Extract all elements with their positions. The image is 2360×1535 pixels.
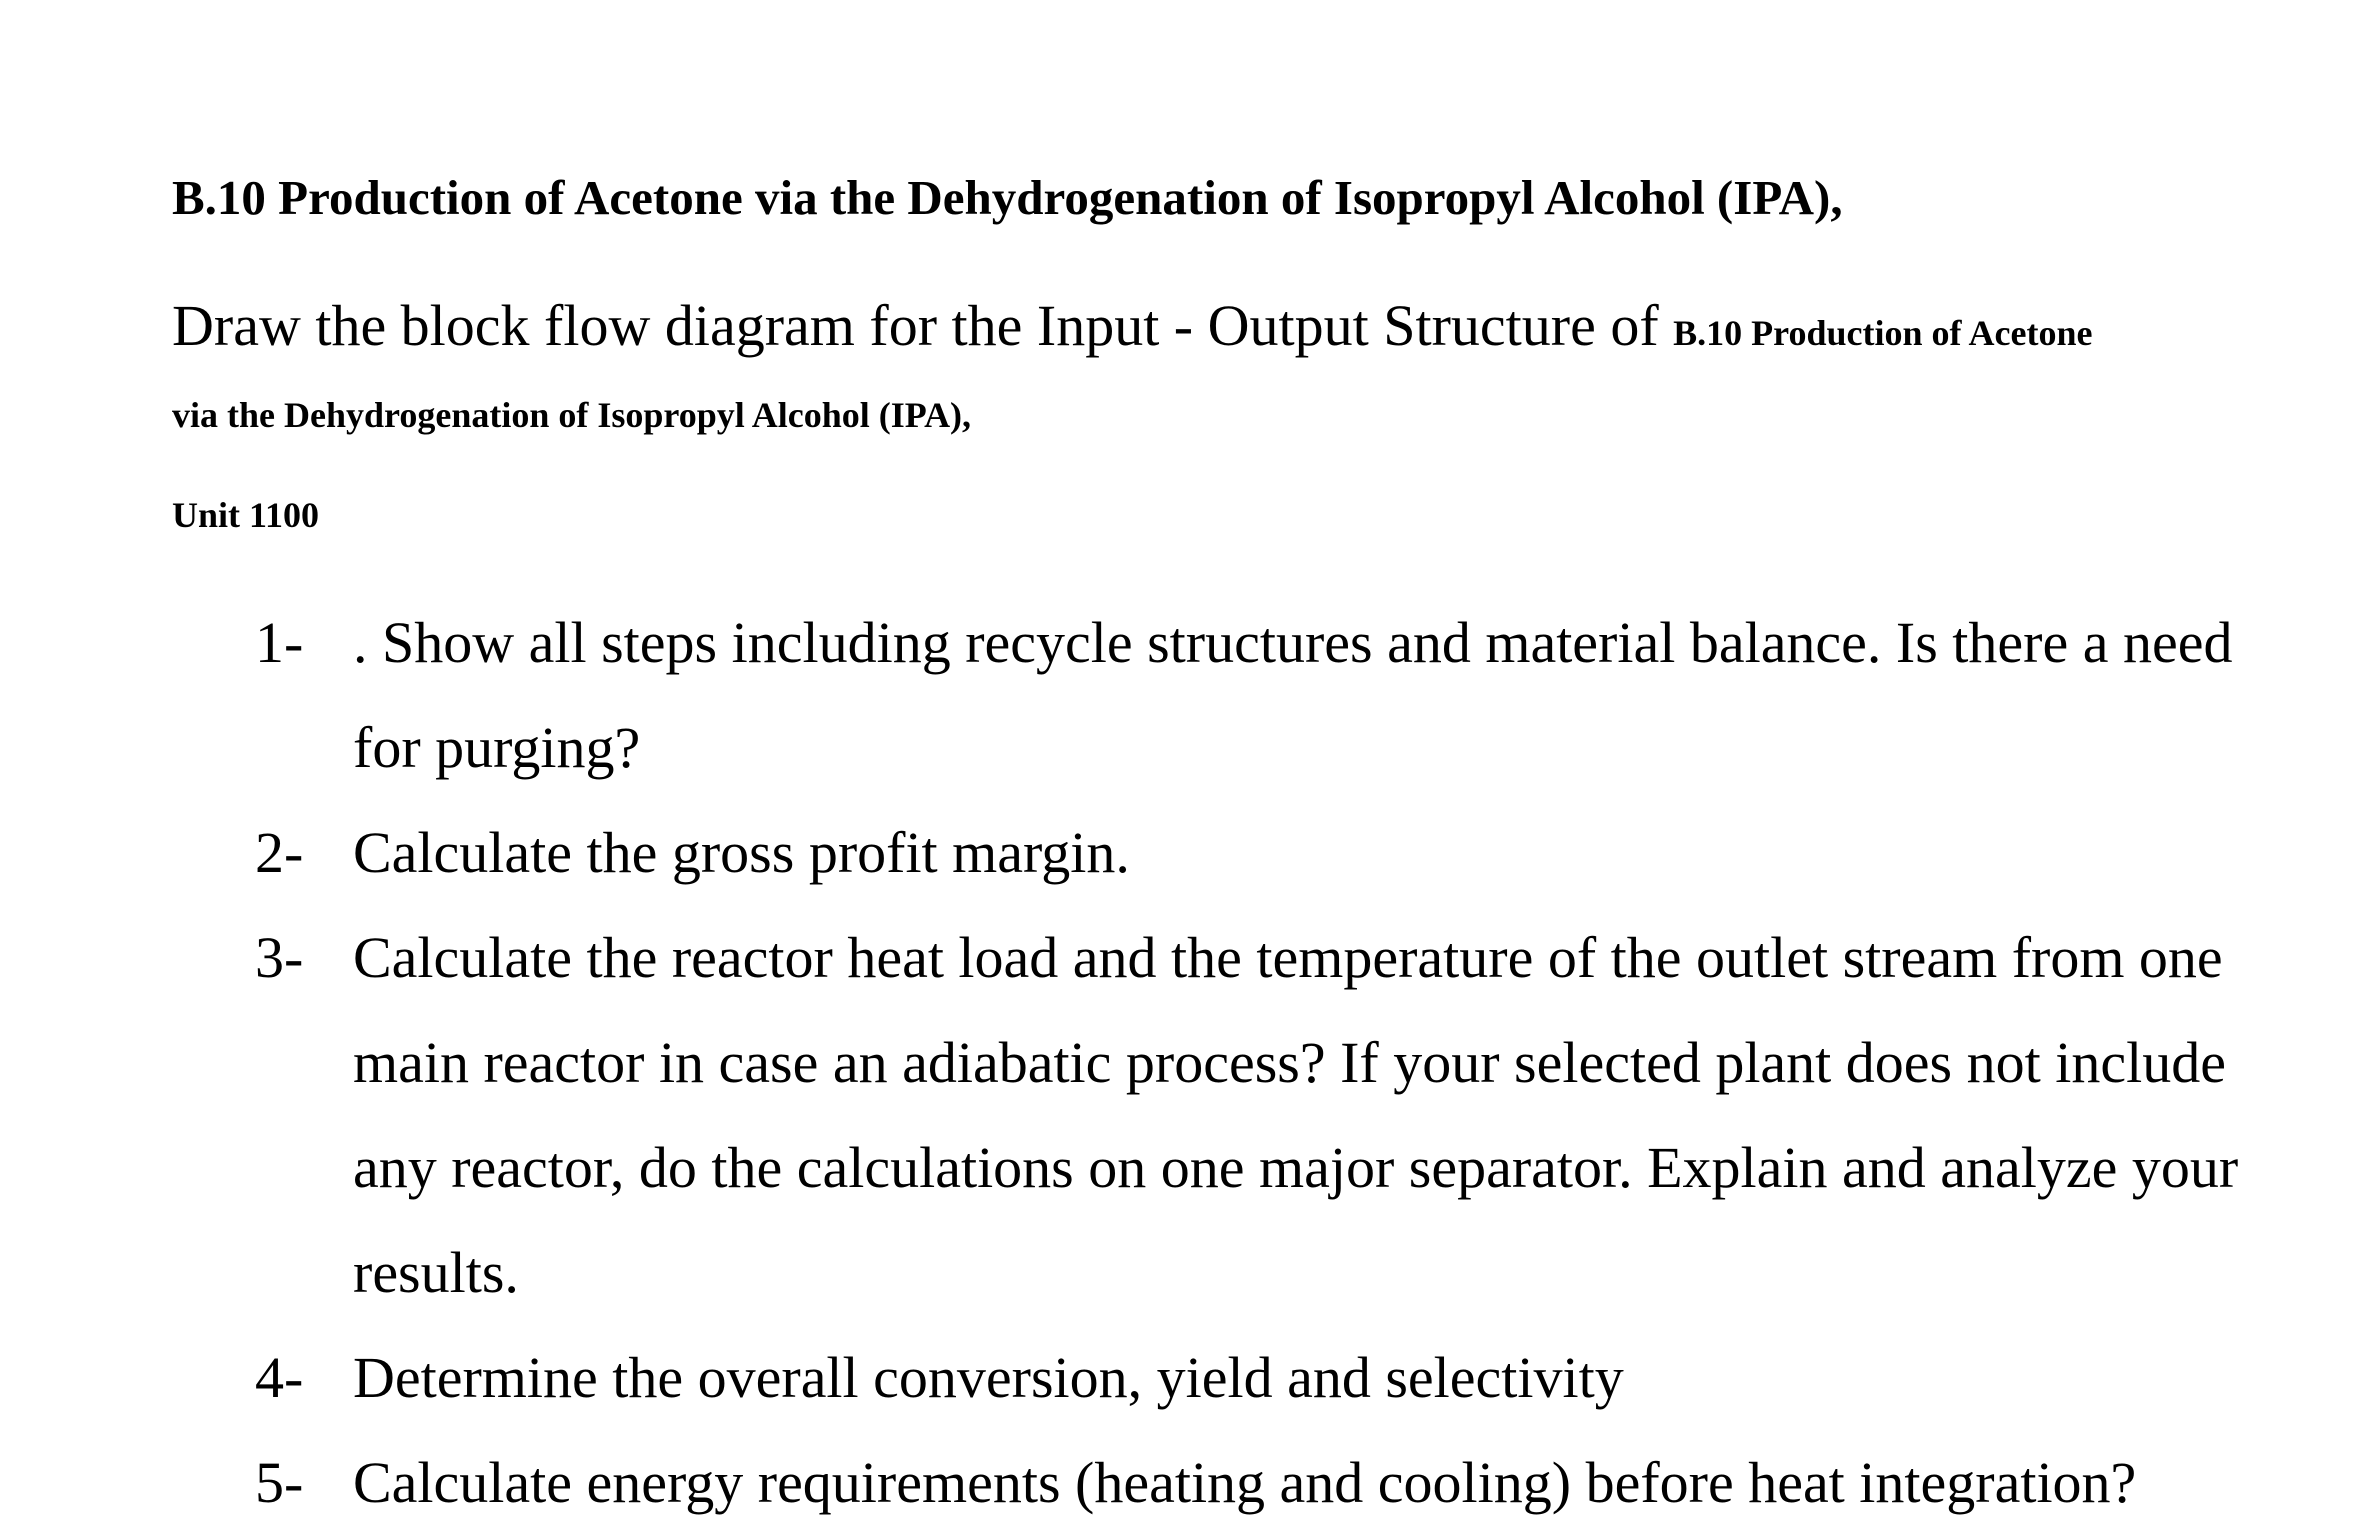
task-text: Calculate energy requirements (heating and cooling) before heat integration? — [353, 1450, 2137, 1515]
task-item — [255, 1325, 2255, 1430]
task-number: 2- — [255, 820, 304, 885]
instruction-title-part1: B.10 Production of Acetone — [1673, 313, 2093, 353]
instruction-line — [172, 290, 2252, 362]
task-text: Calculate the gross profit margin. — [353, 820, 1130, 885]
unit-label: Unit 1100 — [172, 495, 320, 535]
instruction-title-part2: via the Dehydrogenation of Isopropyl Alcohol (IPA), — [172, 395, 972, 435]
task-item — [255, 590, 2255, 800]
task-item — [255, 800, 2255, 905]
task-list — [255, 590, 2255, 1535]
task-item — [255, 905, 2255, 1325]
task-text: . Show all steps including recycle structures and material balance. Is there a need for purging? — [353, 610, 2233, 780]
task-item — [255, 1430, 2255, 1535]
task-text: Determine the overall conversion, yield and selectivity — [353, 1345, 1624, 1410]
task-number: 4- — [255, 1345, 304, 1410]
instruction-lead: Draw the block flow diagram for the Input - Output Structure of — [172, 293, 1674, 358]
task-number: 5- — [255, 1450, 304, 1515]
task-text: Calculate the reactor heat load and the temperature of the outlet stream from one main reactor in case an adiabatic process? If your selected plant does not include any reactor, do the calculations on one major separator. Explain and analyze your results. — [353, 925, 2239, 1305]
document-heading: B.10 Production of Acetone via the Dehydrogenation of Isopropyl Alcohol (IPA), — [172, 170, 1843, 225]
task-number: 3- — [255, 925, 304, 990]
task-number: 1- — [255, 610, 304, 675]
